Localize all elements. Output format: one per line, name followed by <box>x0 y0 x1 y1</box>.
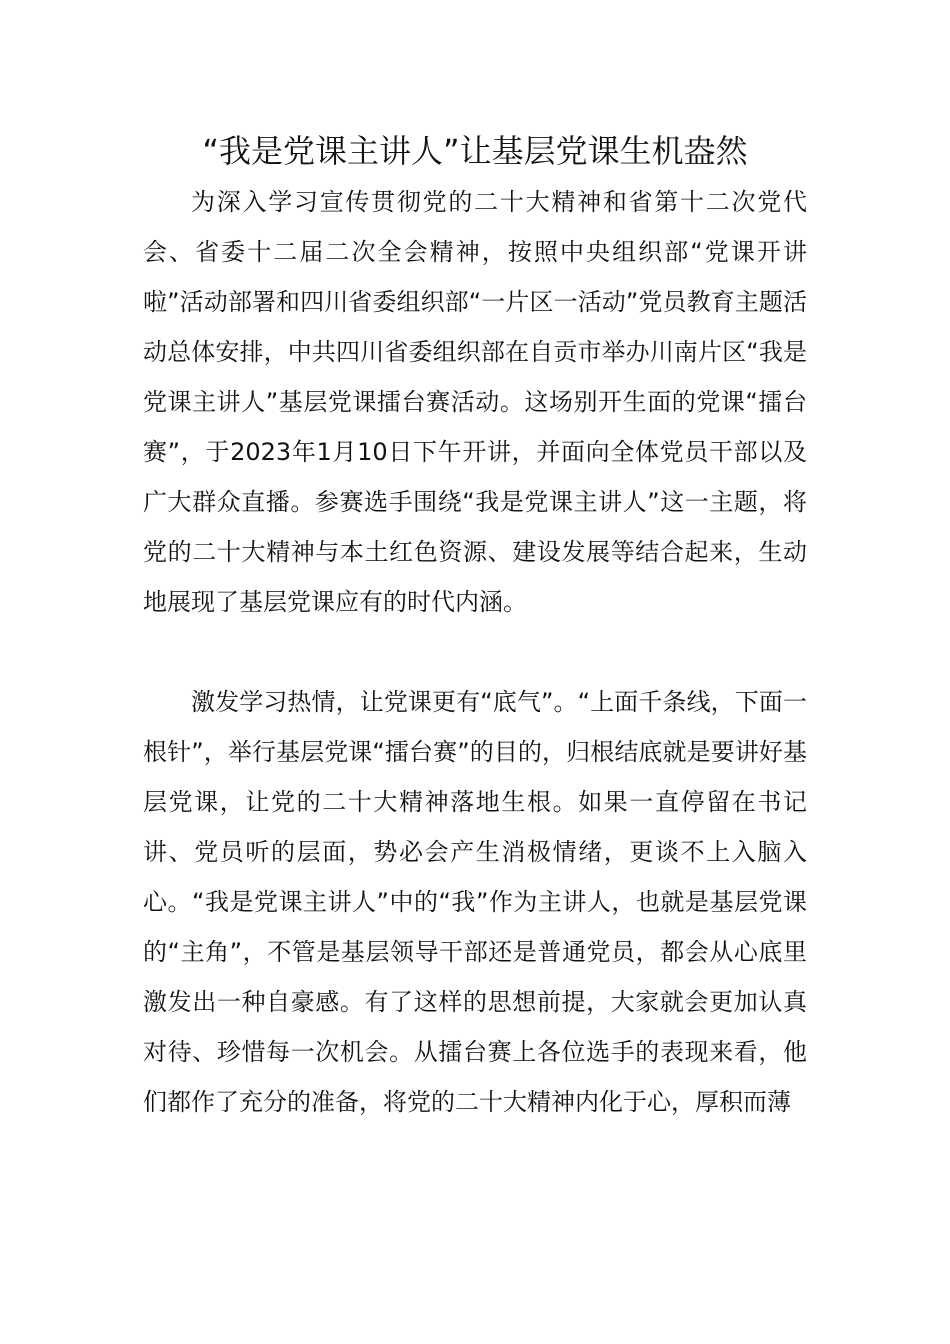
paragraph-gap <box>143 627 807 677</box>
paragraph-inspire-enthusiasm: 激发学习热情，让党课更有“底气”。“上面千条线，下面一根针”，举行基层党课“擂台赛”的目的，归根结底就是要讲好基层党课，让党的二十大精神落地生根。如果一直停留在书记讲、党员听的层面，势必会产生消极情绪，更谈不上入脑入心。“我是党课主讲人”中的“我”作为主讲人，也就是基层党课的“主角”，不管是基层领导干部还是普通党员，都会从心底里激发出一种自豪感。有了这样的思想前提，大家就会更加认真对待、珍惜每一次机会。从擂台赛上各位选手的表现来看，他们都作了充分的准备，将党的二十大精神内化于心，厚积而薄 <box>143 688 807 1116</box>
document-title: “我是党课主讲人”让基层党课生机盎然 <box>202 132 748 170</box>
paragraph-intro: 为深入学习宣传贯彻党的二十大精神和省第十二次党代会、省委十二届二次全会精神，按照中央组织部“党课开讲啦”活动部署和四川省委组织部“一片区一活动”党员教育主题活动总体安排，中共四川省委组织部在自贡市举办川南片区“我是党课主讲人”基层党课擂台赛活动。这场别开生面的党课“擂台赛”，于2023年1月10日下午开讲，并面向全体党员干部以及广大群众直播。参赛选手围绕“我是党课主讲人”这一主题，将党的二十大精神与本土红色资源、建设发展等结合起来，生动地展现了基层党课应有的时代内涵。 <box>143 188 807 616</box>
document-body <box>143 177 807 1127</box>
